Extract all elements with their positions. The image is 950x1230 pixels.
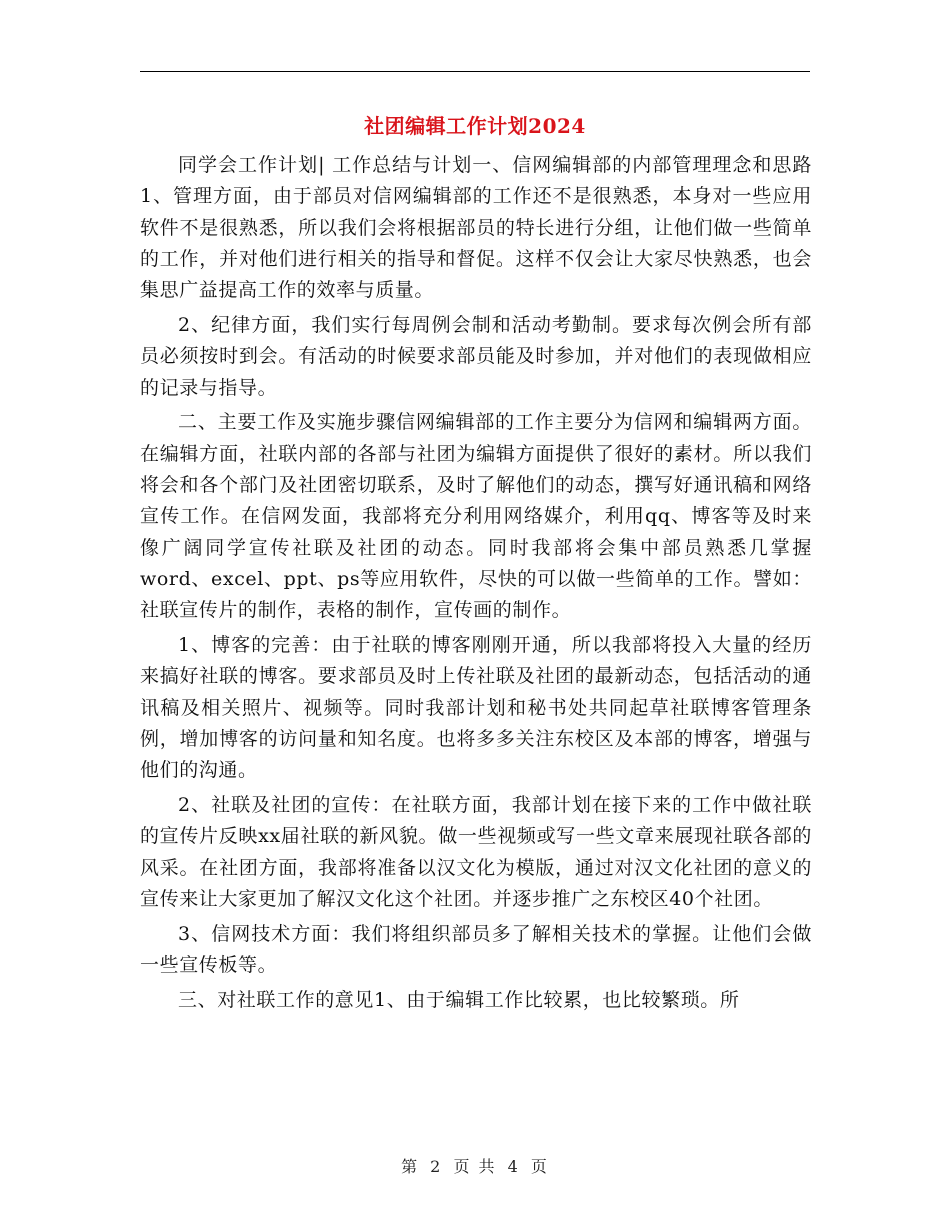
footer-current-page: 2 (430, 1157, 443, 1176)
footer-prefix: 第 (401, 1157, 420, 1176)
footer-total-pages: 4 (507, 1157, 520, 1176)
paragraph-3: 二、主要工作及实施步骤信网编辑部的工作主要分为信网和编辑两方面。在编辑方面，社联内部的各部与社团为编辑方面提供了很好的素材。所以我们将会和各个部门及社团密切联系，及时了解他们的动态，撰写好通讯稿和网络宣传工作。在信网发面，我部将充分利用网络媒介，利用qq、博客等及时来像广阔同学宣传社联及社团的动态。同时我部将会集中部员熟悉几掌握word、excel、ppt、ps等应用软件，尽快的可以做一些简单的工作。譬如：社联宣传片的制作，表格的制作，宣传画的制作。 (140, 411, 812, 622)
footer-middle: 页 共 (453, 1157, 497, 1176)
document-body (140, 150, 812, 1020)
footer-suffix: 页 (530, 1157, 549, 1176)
document-title: 社团编辑工作计划2024 (364, 114, 586, 138)
page-footer (0, 1154, 950, 1177)
paragraph-6: 3、信网技术方面：我们将组织部员多了解相关技术的掌握。让他们会做一些宣传板等。 (140, 922, 812, 976)
header-rule (140, 71, 810, 72)
paragraph-1: 同学会工作计划| 工作总结与计划一、信网编辑部的内部管理理念和思路1、管理方面，由于部员对信网编辑部的工作还不是很熟悉，本身对一些应用软件不是很熟悉，所以我们会将根据部员的特长进行分组，让他们做一些简单的工作，并对他们进行相关的指导和督促。这样不仅会让大家尽快熟悉，也会集思广益提高工作的效率与质量。 (140, 154, 812, 302)
paragraph-4: 1、博客的完善：由于社联的博客刚刚开通，所以我部将投入大量的经历来搞好社联的博客。要求部员及时上传社联及社团的最新动态，包括活动的通讯稿及相关照片、视频等。同时我部计划和秘书处共同起草社联博客管理条例，增加博客的访问量和知名度。也将多多关注东校区及本部的博客，增强与他们的沟通。 (140, 633, 812, 782)
paragraph-2: 2、纪律方面，我们实行每周例会制和活动考勤制。要求每次例会所有部员必须按时到会。有活动的时候要求部员能及时参加，并对他们的表现做相应的记录与指导。 (140, 313, 812, 399)
paragraph-7: 三、对社联工作的意见1、由于编辑工作比较累，也比较繁琐。所 (178, 988, 740, 1011)
paragraph-5: 2、社联及社团的宣传：在社联方面，我部计划在接下来的工作中做社联的宣传片反映xx届社联的新风貌。做一些视频或写一些文章来展现社联各部的风采。在社团方面，我部将准备以汉文化为模版，通过对汉文化社团的意义的宣传来让大家更加了解汉文化这个社团。并逐步推广之东校区40个社团。 (140, 793, 812, 910)
